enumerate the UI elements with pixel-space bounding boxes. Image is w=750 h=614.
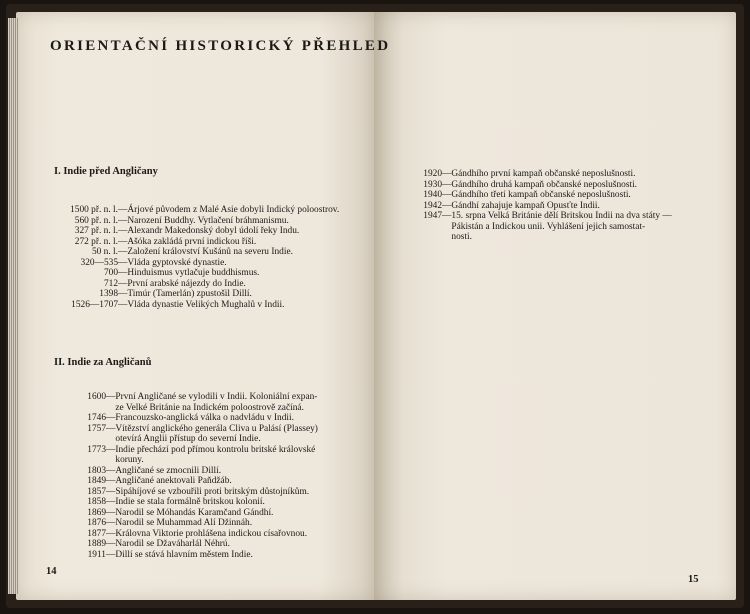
entry-dash: — xyxy=(106,465,116,476)
page-number-left: 14 xyxy=(46,566,57,577)
timeline-entry xyxy=(54,424,318,445)
entry-dash: — xyxy=(442,200,452,211)
entry-date: 1947 xyxy=(423,211,442,221)
entry-dash: — xyxy=(106,497,116,507)
section-heading-1: I. Indie před Angličany xyxy=(54,166,158,177)
entry-text: Hinduismus vytlačuje buddhismus. xyxy=(127,268,260,278)
entry-text: Vláda dynastie Velikých Mughalů v Indii. xyxy=(127,299,285,310)
entry-date: 1889 xyxy=(87,539,106,549)
right-page xyxy=(374,12,736,600)
timeline-entry xyxy=(54,226,339,237)
entry-text: Dillí se stává hlavním městem Indie. xyxy=(115,549,253,560)
entry-date: 272 př. n. l. xyxy=(74,236,118,247)
entry-date: 320—535 xyxy=(80,257,118,268)
entry-dash: — xyxy=(118,299,128,310)
entry-text: Založení království Kušánů na severu Indie. xyxy=(127,247,293,257)
timeline-entry xyxy=(54,508,318,519)
entry-dash: — xyxy=(106,413,116,423)
entry-dash: — xyxy=(118,215,128,226)
entry-dash: — xyxy=(106,507,116,518)
entry-date: 1849 xyxy=(87,476,106,486)
entry-dash: — xyxy=(106,539,116,549)
entry-date: 1920 xyxy=(423,169,442,179)
entry-dash: — xyxy=(106,549,116,560)
entry-dash: — xyxy=(106,518,116,528)
entry-text: První arabské nájezdy do Indie. xyxy=(127,278,246,289)
entry-dash: — xyxy=(442,211,452,221)
entry-text: Indie se stala formálně britskou kolonií. xyxy=(115,497,265,507)
entry-date: 712 xyxy=(103,278,118,289)
page-number-right: 15 xyxy=(688,574,699,585)
entry-dash: — xyxy=(106,444,116,455)
entry-dash: — xyxy=(118,289,128,299)
timeline-entry xyxy=(54,466,318,477)
entry-date: 560 př. n. l. xyxy=(74,215,118,226)
entry-text: Alexandr Makedonský dobyl údolí řeky Indu. xyxy=(127,226,300,236)
timeline-entry xyxy=(54,279,339,290)
entry-dash: — xyxy=(442,179,452,190)
entry-text: Timúr (Tamerlán) zpustošil Dillí. xyxy=(127,289,252,299)
entry-date: 1857 xyxy=(87,486,106,497)
timeline-entry xyxy=(414,169,672,180)
entry-text: Gándhího druhá kampaň občanské neposlušnosti. xyxy=(451,179,638,190)
entry-text: Angličané se zmocnili Dillí. xyxy=(115,465,222,476)
entry-text: Ašóka zakládá první indickou říši. xyxy=(127,236,257,247)
entry-date: 1877 xyxy=(87,528,106,539)
entry-dash: — xyxy=(106,486,116,497)
timeline-entry xyxy=(54,258,339,269)
entry-dash: — xyxy=(118,268,128,278)
entry-text: Indie přechází pod přímou kontrolu britské královské koruny. xyxy=(115,444,316,465)
timeline-entry xyxy=(54,476,318,487)
entry-text: Narodil se Muhammad Alí Džinnáh. xyxy=(115,518,253,528)
timeline-entry xyxy=(54,289,339,300)
entry-dash: — xyxy=(442,190,452,200)
entry-text: Angličané anektovali Paňdžáb. xyxy=(115,476,232,486)
entry-text: Gándhí zahajuje kampaň Opusťte Indii. xyxy=(451,200,600,211)
entry-date: 1757 xyxy=(87,423,106,434)
entry-dash: — xyxy=(106,423,116,434)
entry-date: 1526—1707 xyxy=(71,299,118,310)
timeline-entry xyxy=(414,201,672,212)
timeline-entry xyxy=(54,237,339,248)
entry-date: 327 př. n. l. xyxy=(74,226,118,236)
entry-dash: — xyxy=(118,236,128,247)
timeline-entry xyxy=(54,300,339,311)
timeline-entry xyxy=(54,205,339,216)
entry-text: Narodil se Džaváharlál Néhrú. xyxy=(115,539,230,549)
section-2-entries xyxy=(54,392,318,560)
timeline-entry xyxy=(54,539,318,550)
entry-text: Vláda gyptovské dynastie. xyxy=(127,257,227,268)
timeline-entry xyxy=(414,211,672,243)
entry-date: 1911 xyxy=(87,549,106,560)
timeline-entry xyxy=(54,550,318,561)
entry-dash: — xyxy=(118,257,128,268)
entry-date: 1940 xyxy=(423,190,442,200)
timeline-entry xyxy=(54,518,318,529)
entry-text: První Angličané se vylodili v Indii. Koloniální expan- ze Velké Británie na Indickém poloostrově začíná. xyxy=(115,392,318,413)
entry-text: Vítězství anglického generála Cliva u Palásí (Plassey) otevírá Anglii přístup do severní Indie. xyxy=(115,423,318,444)
entry-dash: — xyxy=(118,205,128,215)
timeline-entry xyxy=(54,247,339,258)
entry-date: 1773 xyxy=(87,444,106,455)
page-title: ORIENTAČNÍ HISTORICKÝ PŘEHLED xyxy=(50,38,391,54)
timeline-entry xyxy=(54,413,318,424)
entry-dash: — xyxy=(118,278,128,289)
entry-date: 1803 xyxy=(87,465,106,476)
entry-date: 700 xyxy=(103,268,118,278)
section-heading-2: II. Indie za Angličanů xyxy=(54,357,152,368)
timeline-entry xyxy=(414,190,672,201)
entry-date: 1746 xyxy=(87,413,106,423)
entry-date: 1500 př. n. l. xyxy=(70,205,118,215)
entry-date: 1858 xyxy=(87,497,106,507)
entry-dash: — xyxy=(106,476,116,486)
entry-dash: — xyxy=(118,247,128,257)
page-edges xyxy=(8,18,18,594)
entry-text: Gándhího první kampaň občanské neposlušnosti. xyxy=(451,169,636,179)
timeline-entry xyxy=(414,180,672,191)
timeline-entry xyxy=(54,392,318,413)
timeline-entry xyxy=(54,268,339,279)
entry-text: Narodil se Móhandás Karamčand Gándhí. xyxy=(115,507,274,518)
entry-date: 1876 xyxy=(87,518,106,528)
entry-text: Gándhího třetí kampaň občanské neposlušnosti. xyxy=(451,190,631,200)
timeline-entry xyxy=(54,216,339,227)
entry-date: 1930 xyxy=(423,179,442,190)
entry-dash: — xyxy=(118,226,128,236)
timeline-entry xyxy=(54,445,318,466)
timeline-entry xyxy=(54,487,318,498)
entry-date: 1398 xyxy=(99,289,118,299)
entry-date: 1600 xyxy=(87,392,106,402)
entry-date: 50 n. l. xyxy=(91,247,118,257)
entry-date: 1869 xyxy=(87,507,106,518)
entry-text: 15. srpna Velká Británie dělí Britskou Indii na dva státy — Pákistán a Indickou unii. Vyhlášení jejich samostat- nosti. xyxy=(451,211,672,242)
entry-text: Královna Viktorie prohlášena indickou císařovnou. xyxy=(115,528,308,539)
timeline-entry xyxy=(54,497,318,508)
entry-text: Árjové původem z Malé Asie dobyli Indický poloostrov. xyxy=(127,205,340,215)
section-3-entries xyxy=(414,169,672,243)
entry-date: 1942 xyxy=(423,200,442,211)
timeline-entry xyxy=(54,529,318,540)
entry-text: Narození Buddhy. Vytlačení bráhmanismu. xyxy=(127,215,289,226)
section-1-entries xyxy=(54,205,339,310)
entry-dash: — xyxy=(106,528,116,539)
entry-dash: — xyxy=(106,392,116,402)
entry-text: Sipáhíjové se vzbouřili proti britským důstojníkům. xyxy=(115,486,310,497)
entry-text: Francouzsko-anglická válka o nadvládu v Indii. xyxy=(115,413,294,423)
entry-dash: — xyxy=(442,169,452,179)
